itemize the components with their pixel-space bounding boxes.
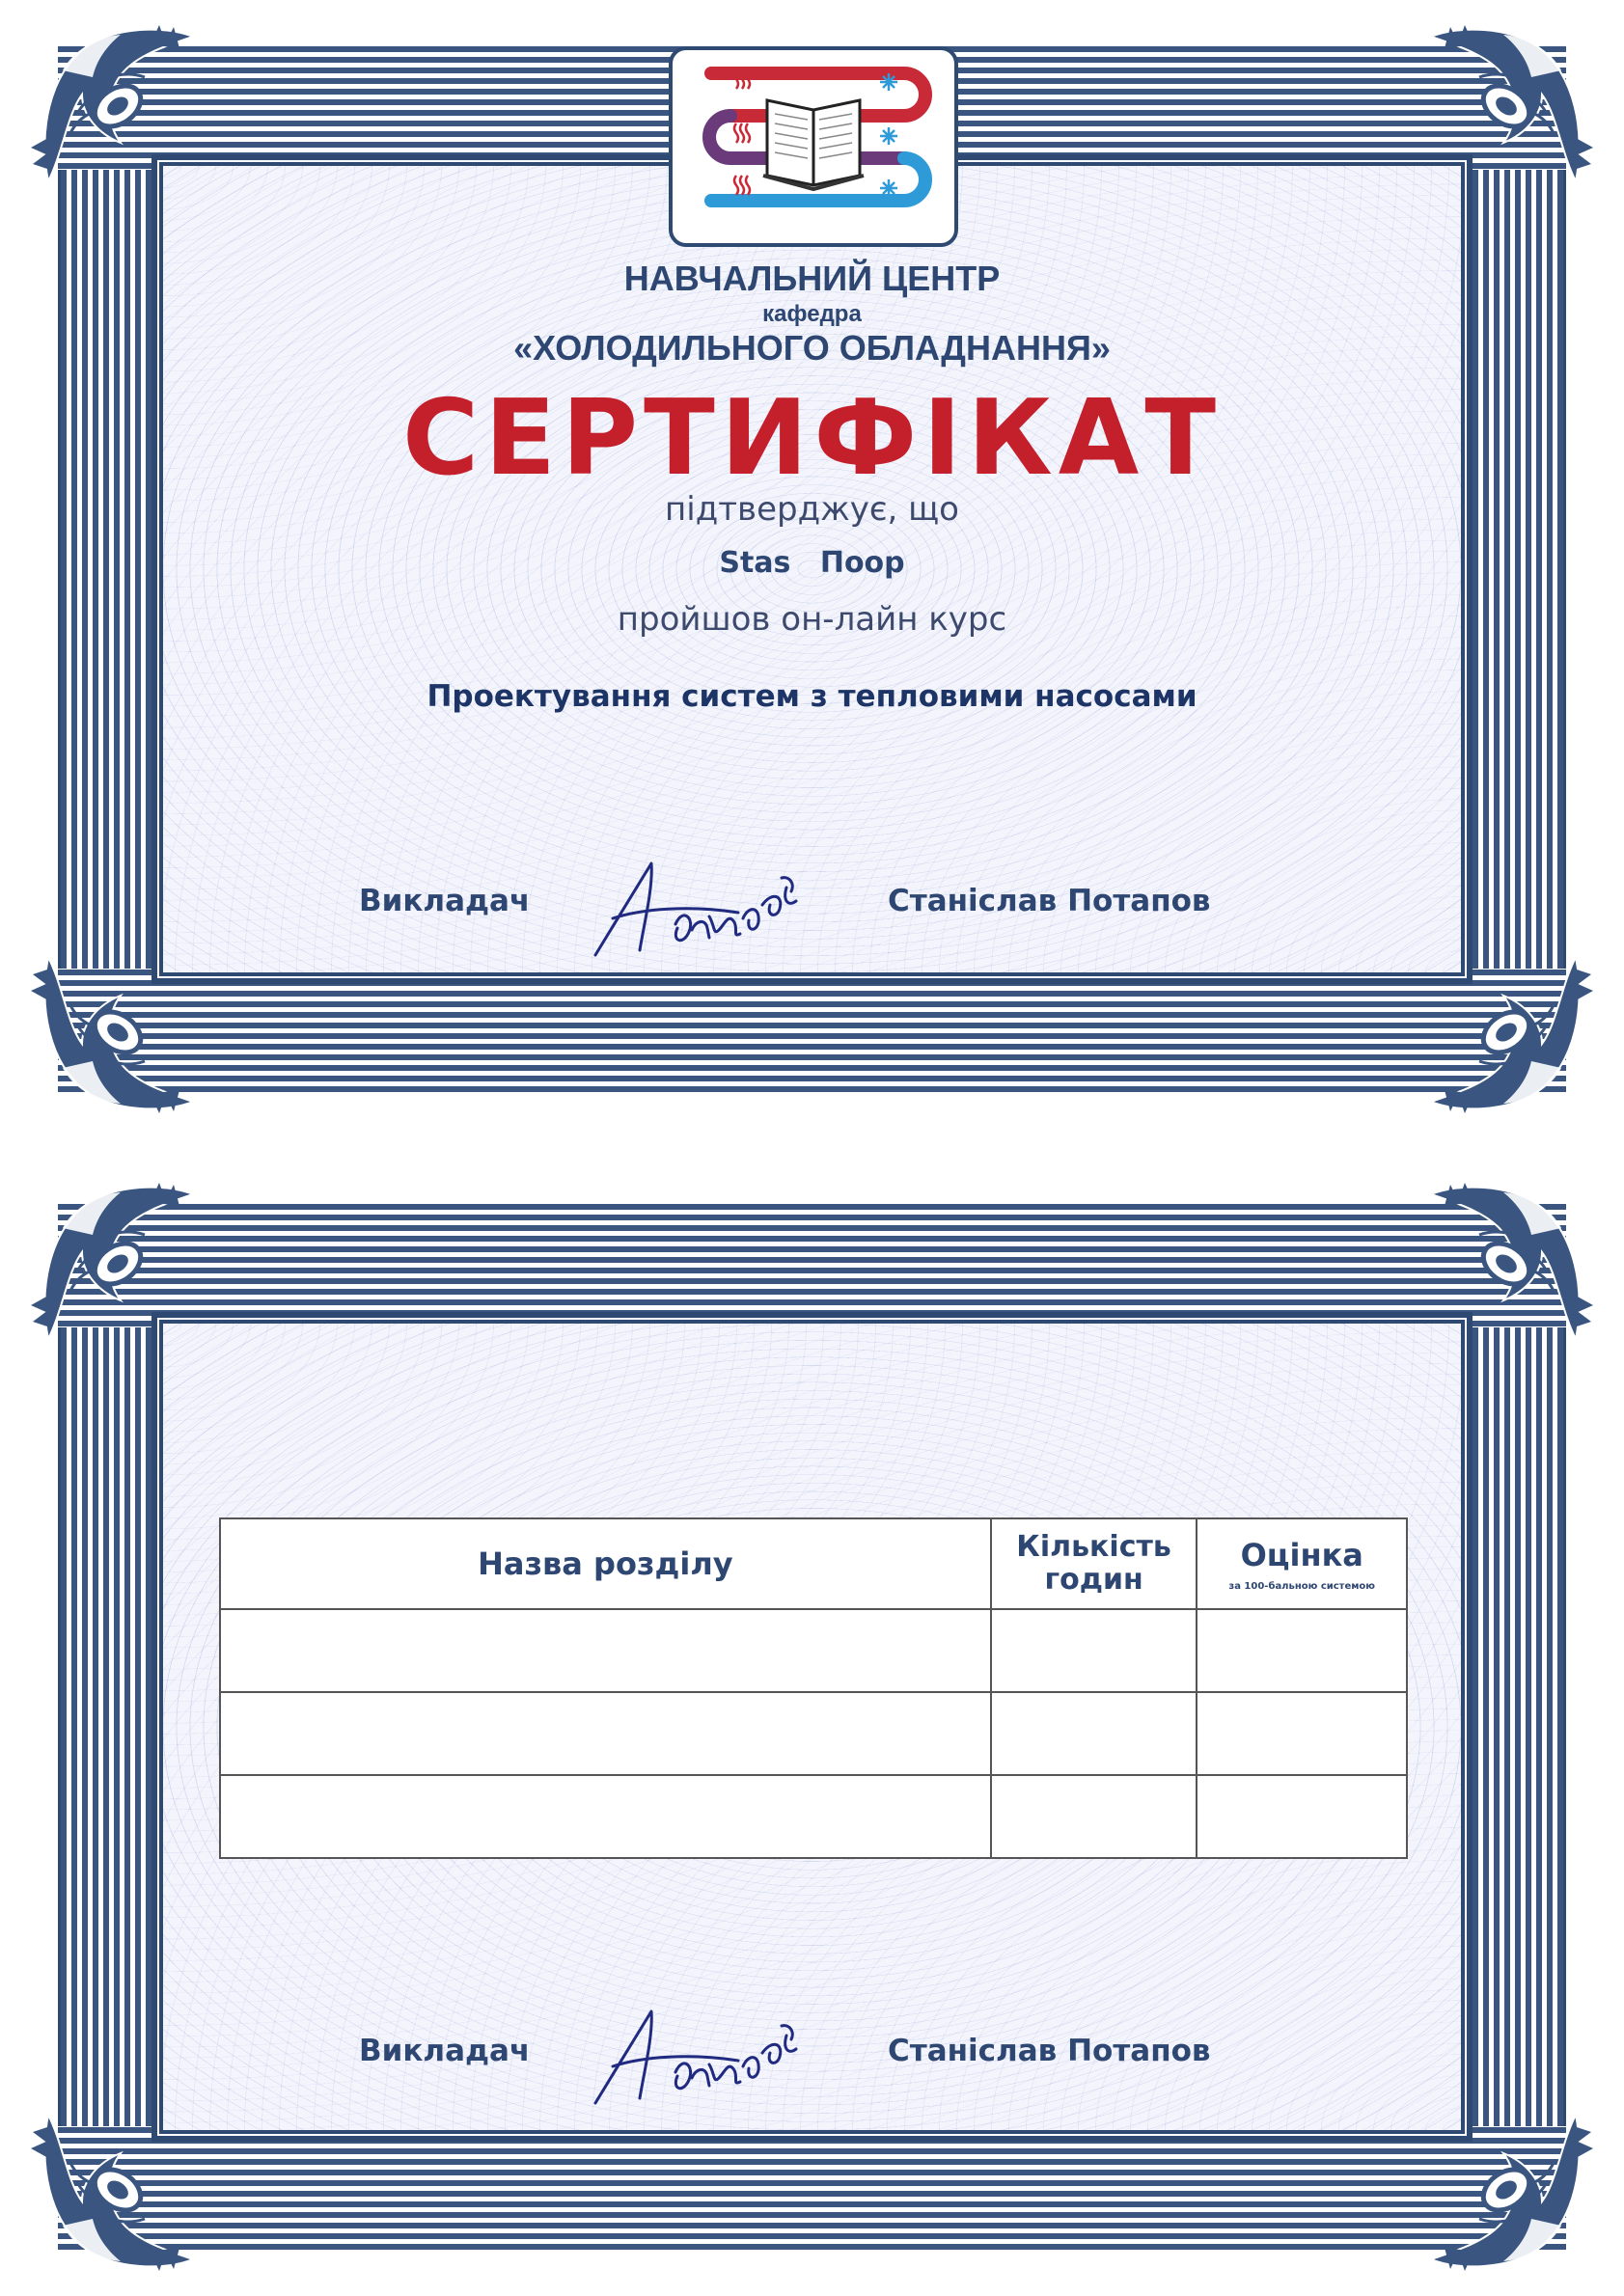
header-section-name: Назва розділу — [220, 1518, 991, 1609]
certificate-title: СЕРТИФІКАТ — [401, 378, 1223, 499]
cell-grade — [1197, 1609, 1407, 1692]
cell-grade — [1197, 1775, 1407, 1858]
snowflake-icon — [880, 73, 897, 197]
cell-hours — [991, 1775, 1197, 1858]
header-grade — [1197, 1518, 1407, 1609]
instructor-label: Викладач — [359, 884, 531, 918]
corner-ornament-icon — [29, 2095, 212, 2279]
table-row — [220, 1609, 1407, 1692]
cell-section-name — [220, 1692, 991, 1775]
corner-ornament-icon — [29, 1175, 212, 1358]
table-row — [220, 1692, 1407, 1775]
instructor-name: Станіслав Потапов — [888, 2034, 1211, 2068]
instructor-label: Викладач — [359, 2034, 531, 2068]
corner-ornament-icon — [29, 938, 212, 1121]
cell-hours — [991, 1609, 1197, 1692]
cell-grade — [1197, 1692, 1407, 1775]
cell-hours — [991, 1692, 1197, 1775]
signature — [584, 1997, 825, 2113]
grades-table — [219, 1517, 1408, 1859]
header-grade-note: за 100-бальною системою — [1228, 1580, 1376, 1592]
org-department: «ХОЛОДИЛЬНОГО ОБЛАДНАННЯ» — [513, 328, 1111, 368]
signature — [584, 849, 825, 965]
table-header-row — [220, 1518, 1407, 1609]
book-icon — [763, 100, 864, 189]
confirms-text: підтверджує, що — [665, 490, 959, 529]
passed-text: пройшов он-лайн курс — [617, 600, 1007, 639]
steam-icon — [734, 69, 750, 195]
instructor-name: Станіслав Потапов — [888, 884, 1211, 918]
recipient-name: Stas Поор — [719, 546, 905, 580]
certificate-back — [0, 1158, 1624, 2296]
header-grade-label: Оцінка — [1240, 1536, 1363, 1573]
header-hours: Кількість годин — [991, 1518, 1197, 1609]
certificate-front — [0, 0, 1624, 1138]
org-title: НАВЧАЛЬНИЙ ЦЕНТР — [623, 259, 1001, 298]
table-row — [220, 1775, 1407, 1858]
corner-ornament-icon — [1412, 17, 1595, 201]
corner-ornament-icon — [1412, 1175, 1595, 1358]
corner-ornament-icon — [29, 17, 212, 201]
logo — [669, 46, 958, 247]
course-name: Проектування систем з тепловими насосами — [427, 679, 1197, 714]
org-subtitle: кафедра — [762, 301, 862, 327]
cell-section-name — [220, 1609, 991, 1692]
corner-ornament-icon — [1412, 2095, 1595, 2279]
cell-section-name — [220, 1775, 991, 1858]
corner-ornament-icon — [1412, 938, 1595, 1121]
